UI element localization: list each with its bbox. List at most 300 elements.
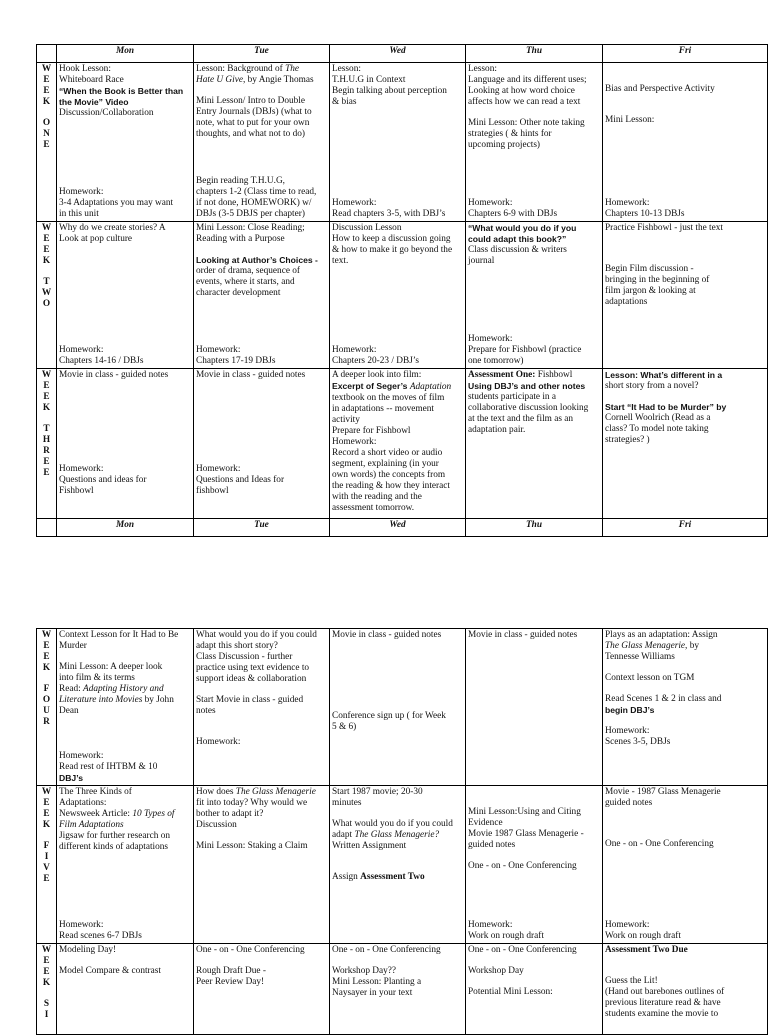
homework-line: fishbowl xyxy=(196,486,229,496)
lesson-line: (Hand out barebones outlines of xyxy=(605,987,725,997)
cell-homework xyxy=(59,345,191,367)
lesson-line: Newsweek Article: 10 Types of xyxy=(59,809,175,819)
week-label-letter: F xyxy=(43,841,50,851)
lesson-line: How to keep a discussion going xyxy=(332,234,451,244)
week-label-letter: E xyxy=(43,967,50,977)
cell-thu xyxy=(466,63,603,222)
lesson-line xyxy=(468,956,600,966)
lesson-line: Language and its different uses; xyxy=(468,75,587,85)
cell-lesson xyxy=(196,787,327,852)
week-label-letter xyxy=(39,989,54,999)
lesson-line xyxy=(605,74,765,84)
cell-lesson xyxy=(605,223,765,308)
cell-content xyxy=(196,787,327,942)
lesson-line: bringing in the beginning of xyxy=(605,275,710,285)
lesson-line: with the reading and the xyxy=(332,492,422,502)
cell-lesson xyxy=(59,945,191,977)
lesson-line: Homework: xyxy=(605,726,650,736)
homework-line: Homework: xyxy=(196,345,241,355)
cell-homework xyxy=(59,920,191,942)
lesson-line: Peer Review Day! xyxy=(196,977,265,987)
homework-line: Homework: xyxy=(59,345,104,355)
lesson-line: Lesson: Background of The xyxy=(196,64,300,74)
lesson-line: Discussion/Collaboration xyxy=(59,108,154,118)
lesson-line xyxy=(605,254,765,264)
week-label-letter: K xyxy=(42,97,51,107)
lesson-line: What would you do if you could xyxy=(332,819,453,829)
lesson-line: Plays as an adaptation: Assign xyxy=(605,630,718,640)
lesson-line: Begin talking about perception xyxy=(332,86,447,96)
cell-tue xyxy=(194,944,330,1035)
week-label-letter: H xyxy=(42,435,51,445)
cell-content xyxy=(332,64,463,220)
lesson-line xyxy=(605,966,765,976)
homework-line: Homework: xyxy=(196,464,241,474)
lesson-line: upcoming projects) xyxy=(468,140,541,150)
lesson-line xyxy=(605,684,765,694)
homework-line xyxy=(59,497,191,507)
cell-lesson xyxy=(332,370,463,514)
cell-fri xyxy=(603,63,768,222)
week-label-letter: W xyxy=(41,370,52,380)
lesson-line: film jargon & looking at xyxy=(605,286,696,296)
cell-content xyxy=(605,370,765,517)
homework-line: Read chapters 3-5, with DBJ’s xyxy=(332,209,446,219)
week-label-letter: V xyxy=(43,863,50,873)
homework-line: Read rest of IHTBM & 10 xyxy=(59,762,158,772)
lesson-line xyxy=(468,797,600,807)
week-label xyxy=(37,222,57,369)
lesson-line xyxy=(332,641,463,651)
homework-line: Homework: xyxy=(332,345,377,355)
lesson-line xyxy=(332,671,463,681)
cell-content xyxy=(332,945,463,1033)
week-label-letter: E xyxy=(43,392,50,402)
lesson-line: Guess the Lit! xyxy=(605,976,658,986)
lesson-line: Record a short video or audio xyxy=(332,448,443,458)
lesson-line xyxy=(59,956,191,966)
lesson-line: Assessment Two Due xyxy=(605,945,688,955)
lesson-line: class? To model note taking xyxy=(605,424,709,434)
lesson-line: into film & its terms xyxy=(59,673,135,683)
homework-line: Work on rough draft xyxy=(605,931,681,941)
lesson-line: textbook on the moves of film xyxy=(332,393,445,403)
lesson-line: students participate in a xyxy=(468,392,557,402)
week-label-letter: W xyxy=(41,945,52,955)
week-label-letter: E xyxy=(43,956,50,966)
cell-content xyxy=(468,223,600,367)
cell-content xyxy=(196,945,327,1033)
cell-lesson xyxy=(59,370,191,381)
lesson-line: Entry Journals (DBJs) (what to xyxy=(196,107,312,117)
week-label-letter: N xyxy=(43,129,50,139)
lesson-line: Why do we create stories? A xyxy=(59,223,166,233)
homework-line: Homework: xyxy=(59,751,104,761)
lesson-line xyxy=(605,244,765,254)
cell-content xyxy=(605,787,765,942)
lesson-line: Naysayer in your text xyxy=(332,988,413,998)
cell-content xyxy=(59,787,191,942)
lesson-line: own words) the concepts from xyxy=(332,470,446,480)
lesson-line: Rough Draft Due - xyxy=(196,966,266,976)
cell-homework xyxy=(468,198,600,220)
lesson-line: One - on - One Conferencing xyxy=(196,945,305,955)
cell-homework xyxy=(332,345,463,367)
lesson-line: notes xyxy=(196,706,216,716)
lesson-line: Read: Adapting History and xyxy=(59,684,164,694)
lesson-line: “What would you do if you xyxy=(468,223,577,233)
week-label-letter: W xyxy=(41,787,52,797)
week-label-letter: O xyxy=(42,695,51,705)
lesson-line: Mini Lesson: xyxy=(605,115,655,125)
lesson-line: the Movie” Video xyxy=(59,97,129,107)
lesson-line: Movie in class - guided notes xyxy=(59,370,169,380)
lesson-line xyxy=(605,956,765,966)
lesson-line: Lesson: What’s different in a xyxy=(605,370,723,380)
cell-content xyxy=(196,64,327,220)
lesson-line xyxy=(468,977,600,987)
week-label xyxy=(37,629,57,786)
lesson-line xyxy=(605,95,765,105)
day-header-wed: Wed xyxy=(330,45,466,63)
lesson-line: Assessment One: Fishbowl xyxy=(468,370,573,380)
lesson-line xyxy=(468,787,600,797)
cell-content xyxy=(196,370,327,517)
week-label-letter: F xyxy=(43,684,50,694)
day-footer-wed: Wed xyxy=(330,519,466,537)
week-label-letter: E xyxy=(43,381,50,391)
week-label xyxy=(37,944,57,1035)
lesson-line xyxy=(332,681,463,691)
cell-content xyxy=(332,223,463,367)
lesson-line: Using DBJ’s and other notes xyxy=(468,381,586,391)
homework-line: Questions and ideas for xyxy=(59,475,147,485)
week-label-letter: K xyxy=(42,978,51,988)
cell-lesson xyxy=(196,64,327,140)
cell-homework xyxy=(59,187,191,220)
cell-lesson xyxy=(468,370,600,436)
lesson-line: Discussion Lesson xyxy=(332,223,402,233)
cell-tue xyxy=(194,222,330,369)
lesson-line: strategies ( & hints for xyxy=(468,129,552,139)
cell-thu xyxy=(466,369,603,519)
lesson-line xyxy=(605,663,765,673)
week-row-five xyxy=(37,786,768,944)
day-footer-thu: Thu xyxy=(466,519,603,537)
cell-lesson xyxy=(468,630,600,641)
homework-line: Homework: xyxy=(605,198,650,208)
lesson-line xyxy=(605,105,765,115)
lesson-line: activity xyxy=(332,415,360,425)
cell-content xyxy=(468,630,600,784)
cell-tue xyxy=(194,63,330,222)
cell-content xyxy=(468,370,600,517)
lesson-line: Whiteboard Race xyxy=(59,75,124,85)
lesson-line: begin DBJ’s xyxy=(605,705,655,715)
week-label-letter: R xyxy=(43,446,50,456)
lesson-line: 5 & 6) xyxy=(332,722,357,732)
lesson-line: Hook Lesson: xyxy=(59,64,111,74)
lesson-line: Movie 1987 Glass Menagerie - xyxy=(468,829,584,839)
cell-tue xyxy=(194,369,330,519)
homework-line: Homework: xyxy=(59,464,104,474)
homework-line: Prepare for Fishbowl (practice xyxy=(468,345,582,355)
lesson-line: adaptations xyxy=(605,297,648,307)
lesson-line: thoughts, and what not to do) xyxy=(196,129,305,139)
cell-fri xyxy=(603,944,768,1035)
week-label-letter: E xyxy=(43,75,50,85)
week-label xyxy=(37,63,57,222)
cell-tue xyxy=(194,786,330,944)
lesson-line xyxy=(332,862,463,872)
week-label-letter: K xyxy=(42,820,51,830)
week-label-letter: K xyxy=(42,403,51,413)
cell-lesson xyxy=(605,370,765,446)
week-label-letter: O xyxy=(42,299,51,309)
lesson-line xyxy=(332,691,463,701)
lesson-line: Lesson: xyxy=(468,64,497,74)
homework-line: Chapters 10-13 DBJs xyxy=(605,209,685,219)
cell-lesson xyxy=(605,64,765,126)
homework-line: DBJ’s xyxy=(59,773,84,783)
cell-homework xyxy=(332,198,463,220)
lesson-line: could adapt this book?” xyxy=(468,234,567,244)
homework-line: Chapters 6-9 with DBJs xyxy=(468,209,558,219)
cell-homework xyxy=(468,920,600,942)
cell-lesson xyxy=(468,945,600,998)
lesson-line: Context lesson on TGM xyxy=(605,673,695,683)
lesson-line: Model Compare & contrast xyxy=(59,966,161,976)
cell-lesson xyxy=(196,223,327,299)
lesson-line: bother to adapt it? xyxy=(196,809,264,819)
lesson-line: Cornell Woolrich (Read as a xyxy=(605,413,711,423)
lesson-line: “When the Book is Better than xyxy=(59,86,184,96)
cell-content xyxy=(468,64,600,220)
lesson-line: Discussion xyxy=(196,820,237,830)
cell-mon xyxy=(57,63,194,222)
week-label-letter: E xyxy=(43,468,50,478)
homework-line xyxy=(196,497,327,507)
cell-fri xyxy=(603,629,768,786)
lesson-line: Literature into Movies by John xyxy=(59,695,174,705)
lesson-line: One - on - One Conferencing xyxy=(468,945,577,955)
week-label-letter: E xyxy=(43,809,50,819)
homework-line: Questions and Ideas for xyxy=(196,475,285,485)
lesson-line: Read Scenes 1 & 2 in class and xyxy=(605,694,722,704)
lesson-line: Homework: xyxy=(196,737,241,747)
lesson-line: Conference sign up ( for Week xyxy=(332,711,446,721)
week-row-six xyxy=(37,944,768,1035)
week-row-four xyxy=(37,629,768,786)
lesson-line xyxy=(332,809,463,819)
lesson-line: Excerpt of Seger’s Adaptation xyxy=(332,381,452,392)
cell-homework xyxy=(468,334,600,367)
lesson-line xyxy=(332,956,463,966)
day-footer-tue: Tue xyxy=(194,519,330,537)
cell-tue xyxy=(194,629,330,786)
lesson-line: Begin Film discussion - xyxy=(605,264,694,274)
lesson-line xyxy=(196,727,327,737)
cell-lesson xyxy=(605,787,765,850)
homework-line: Read scenes 6-7 DBJs xyxy=(59,931,142,941)
week-row-one xyxy=(37,63,768,222)
lesson-line: Movie in class - guided notes xyxy=(332,630,442,640)
lesson-line: Mini Lesson: Other note taking xyxy=(468,118,585,128)
cell-mon xyxy=(57,369,194,519)
lesson-line: note, what to put for your own xyxy=(196,118,310,128)
lesson-line xyxy=(605,809,765,819)
week-label-letter: K xyxy=(42,256,51,266)
lesson-line xyxy=(59,652,191,662)
cell-content xyxy=(468,787,600,942)
lesson-line: the reading & how they interact xyxy=(332,481,450,491)
homework-line: Homework: xyxy=(468,920,513,930)
cell-lesson xyxy=(468,787,600,872)
lesson-line xyxy=(605,392,765,402)
lesson-line: Look at pop culture xyxy=(59,234,133,244)
lesson-line: Murder xyxy=(59,641,87,651)
homework-line: Homework: xyxy=(468,334,513,344)
week-label-letter: O xyxy=(42,118,51,128)
lesson-line: strategies? ) xyxy=(605,435,650,445)
lesson-line: Prepare for Fishbowl xyxy=(332,426,411,436)
homework-line: chapters 1-2 (Class time to read, xyxy=(196,187,317,197)
lesson-line xyxy=(605,64,765,74)
homework-line: Homework: xyxy=(468,198,513,208)
lesson-line: Start Movie in class - guided xyxy=(196,695,304,705)
lesson-line xyxy=(468,108,600,118)
week-label-letter: E xyxy=(43,652,50,662)
lesson-line: Adaptations: xyxy=(59,798,107,808)
lesson-line: Mini Lesson: Staking a Claim xyxy=(196,841,308,851)
lesson-line: Homework: xyxy=(332,437,377,447)
lesson-line xyxy=(196,717,327,727)
homework-line: Work on rough draft xyxy=(468,931,544,941)
week-label-letter: W xyxy=(41,630,52,640)
lesson-line: & how to make it go beyond the xyxy=(332,245,453,255)
lesson-line: Modeling Day! xyxy=(59,945,117,955)
cell-lesson xyxy=(332,630,463,733)
lesson-line: Hate U Give, by Angie Thomas xyxy=(196,75,314,85)
lesson-line: affects how we can read a text xyxy=(468,97,581,107)
week-label-letter: R xyxy=(43,717,50,727)
lesson-line: Assign Assessment Two xyxy=(332,872,425,882)
lesson-line: character development xyxy=(196,288,281,298)
cell-content xyxy=(196,223,327,367)
cell-lesson xyxy=(468,223,600,267)
lesson-line: Film Adaptations xyxy=(59,820,124,830)
week-label-letter: T xyxy=(43,277,50,287)
cell-mon xyxy=(57,944,194,1035)
cell-mon xyxy=(57,629,194,786)
lesson-line xyxy=(605,716,765,726)
week-label-letter: W xyxy=(41,288,52,298)
cell-thu xyxy=(466,222,603,369)
lesson-line: Scenes 3-5, DBJs xyxy=(605,737,671,747)
week-label-letter: I xyxy=(44,1010,49,1020)
homework-line xyxy=(196,507,327,517)
lesson-line: Start 1987 movie; 20-30 xyxy=(332,787,423,797)
lesson-line: collaborative discussion looking xyxy=(468,403,589,413)
week-label-letter: U xyxy=(43,706,50,716)
day-header-mon: Mon xyxy=(57,45,194,63)
cell-content xyxy=(332,370,463,517)
homework-line xyxy=(59,507,191,517)
lesson-line xyxy=(196,685,327,695)
cell-thu xyxy=(466,786,603,944)
lesson-line xyxy=(605,234,765,244)
lesson-line: previous literature read & have xyxy=(605,998,721,1008)
cell-fri xyxy=(603,369,768,519)
lesson-line: Written Assignment xyxy=(332,841,407,851)
cell-mon xyxy=(57,786,194,944)
cell-wed xyxy=(330,629,466,786)
lesson-line: Practice Fishbowl - just the text xyxy=(605,223,723,233)
homework-line: in this unit xyxy=(59,209,99,219)
cell-content xyxy=(59,945,191,1033)
cell-lesson xyxy=(332,945,463,999)
lesson-line: Class Discussion - further xyxy=(196,652,293,662)
lesson-line xyxy=(605,829,765,839)
homework-line: Fishbowl xyxy=(59,486,94,496)
lesson-line: & bias xyxy=(332,97,357,107)
week-label-letter: E xyxy=(43,457,50,467)
lesson-line: segment, explaining (in your xyxy=(332,459,439,469)
cell-wed xyxy=(330,944,466,1035)
lesson-line: adapt this short story? xyxy=(196,641,278,651)
lesson-line xyxy=(468,851,600,861)
lesson-line: Workshop Day?? xyxy=(332,966,397,976)
lesson-line: order of drama, sequence of xyxy=(196,266,301,276)
week-label-letter: I xyxy=(44,852,49,862)
homework-line: Chapters 14-16 / DBJs xyxy=(59,356,144,366)
cell-content xyxy=(332,630,463,784)
week-label-letter xyxy=(39,108,54,118)
lesson-line: Reading with a Purpose xyxy=(196,234,285,244)
cell-lesson xyxy=(196,630,327,748)
lesson-line: A deeper look into film: xyxy=(332,370,422,380)
cell-content xyxy=(605,630,765,784)
lesson-line: students examine the movie to xyxy=(605,1009,719,1019)
lesson-line: Looking at Author’s Choices - xyxy=(196,255,318,265)
cell-lesson xyxy=(605,945,765,1020)
lesson-line: Class discussion & writers xyxy=(468,245,567,255)
lesson-line: support ideas & collaboration xyxy=(196,674,307,684)
lesson-line: The Glass Menagerie, by xyxy=(605,641,699,651)
cell-content xyxy=(59,223,191,367)
week-label-letter xyxy=(39,831,54,841)
lesson-line: events, where it starts, and xyxy=(196,277,295,287)
cell-wed xyxy=(330,369,466,519)
week-label-letter: E xyxy=(43,641,50,651)
lesson-line: Movie in class - guided notes xyxy=(468,630,578,640)
week-label-letter: E xyxy=(43,874,50,884)
lesson-line: Mini Lesson: Planting a xyxy=(332,977,422,987)
week-label xyxy=(37,786,57,944)
lesson-line: adaptation pair. xyxy=(468,425,526,435)
cell-fri xyxy=(603,222,768,369)
week-label-letter: K xyxy=(42,663,51,673)
cell-content xyxy=(59,370,191,517)
cell-lesson xyxy=(196,370,327,381)
lesson-line: How does The Glass Menagerie xyxy=(196,787,316,797)
day-footer-fri: Fri xyxy=(603,519,768,537)
lesson-line: different kinds of adaptations xyxy=(59,842,169,852)
homework-line: Homework: xyxy=(332,198,377,208)
cell-wed xyxy=(330,786,466,944)
cell-lesson xyxy=(332,223,463,267)
lesson-line: Workshop Day xyxy=(468,966,524,976)
